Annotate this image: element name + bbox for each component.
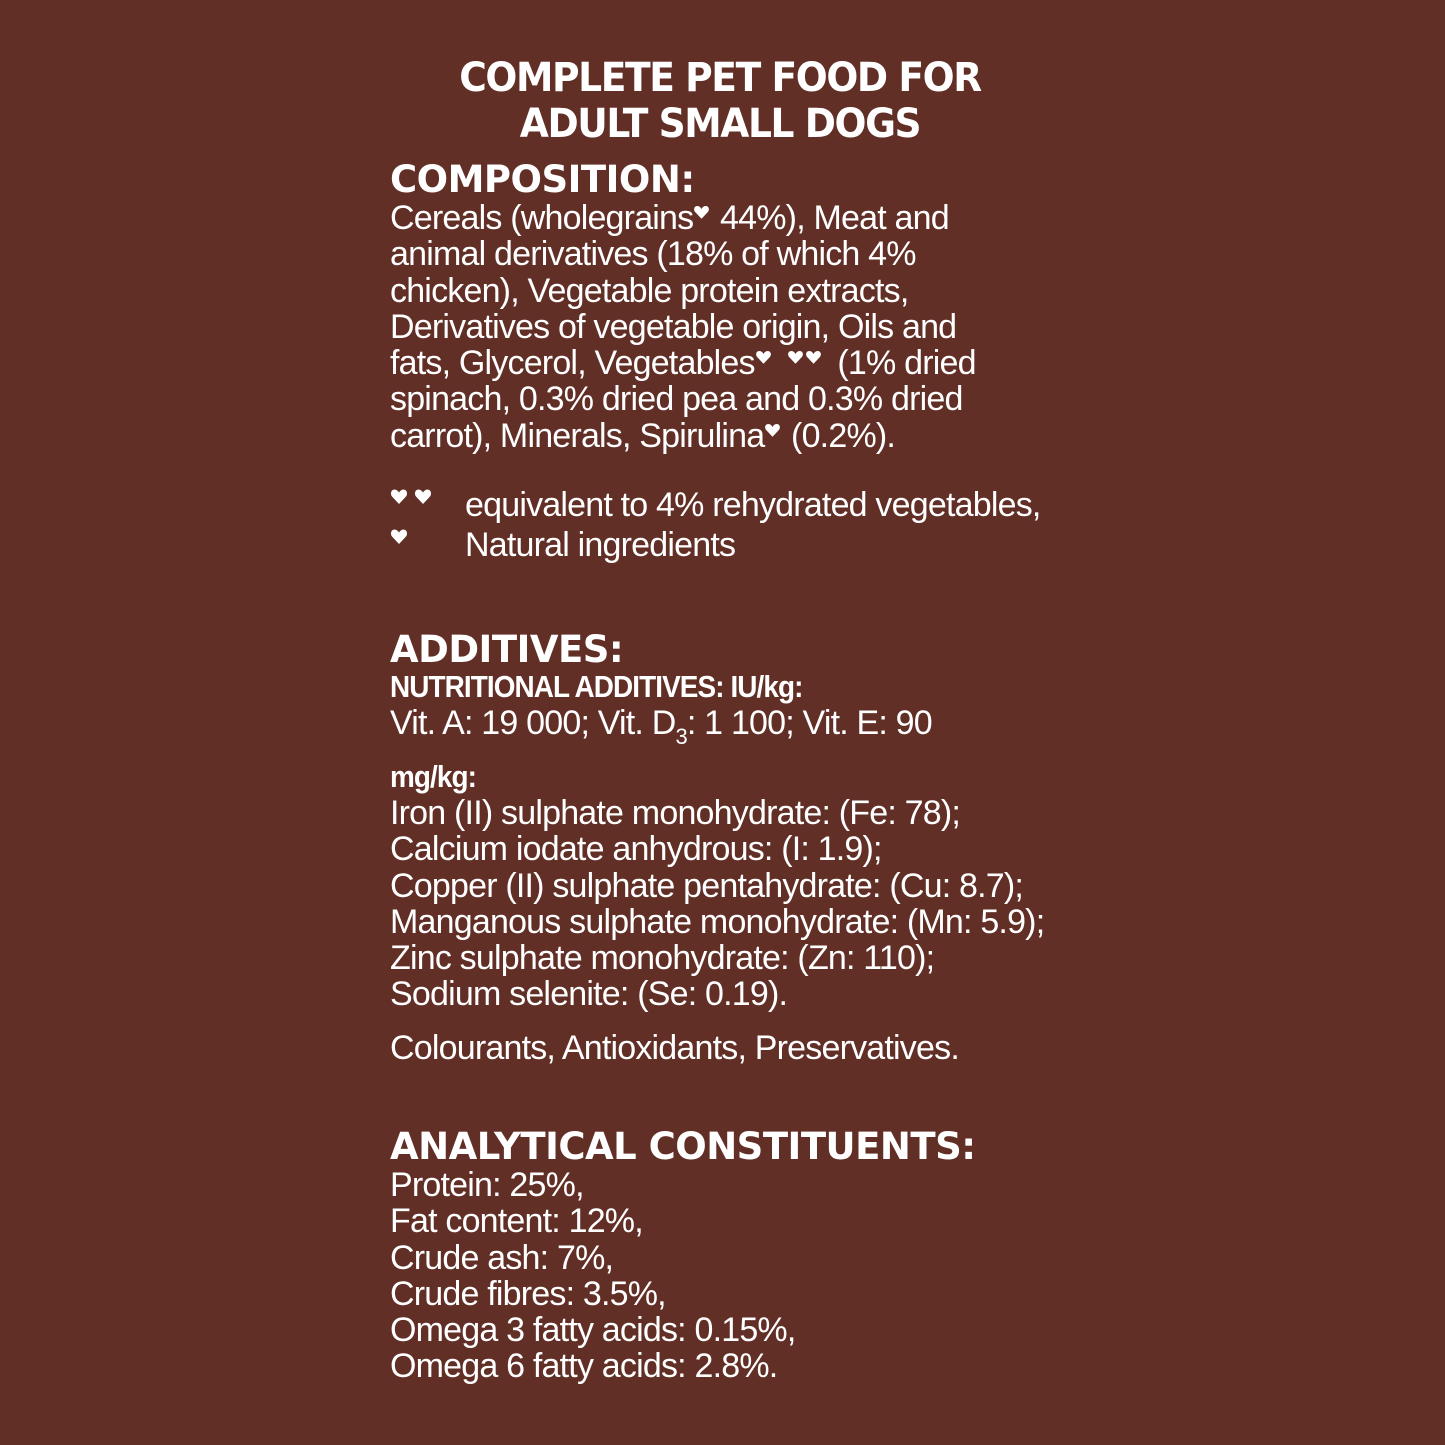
heart-icon bbox=[765, 423, 780, 437]
composition-line bbox=[390, 418, 976, 454]
analytical-item: Fat content: 12%, bbox=[390, 1202, 643, 1241]
vitamins-text: : 1 100; Vit. E: 90 bbox=[686, 704, 932, 742]
mineral-item: Manganous sulphate monohydrate: (Mn: 5.9); bbox=[390, 902, 1045, 941]
composition-text-segment: carrot), Minerals, Spirulina bbox=[390, 416, 765, 455]
title-line-2: ADULT SMALL DOGS bbox=[519, 101, 921, 147]
vitamins-line bbox=[390, 705, 932, 755]
composition-line bbox=[390, 345, 976, 381]
composition-text-segment: 44%), Meat and bbox=[711, 199, 949, 237]
analytical-item: Crude ash: 7%, bbox=[390, 1238, 614, 1277]
analytical-item: Protein: 25%, bbox=[390, 1166, 584, 1204]
heart-icon bbox=[788, 350, 803, 364]
mineral-item: Copper (II) sulphate pentahydrate: (Cu: 8.7); bbox=[390, 866, 1024, 905]
composition-text-segment: fats, Glycerol, Vegetables bbox=[390, 344, 755, 383]
analytical-item: Omega 6 fatty acids: 2.8%. bbox=[390, 1347, 778, 1386]
vitamins-text: Vit. A: 19 000; Vit. D bbox=[390, 704, 676, 742]
composition-text-segment: (0.2%). bbox=[782, 416, 896, 455]
legend-text: equivalent to 4% rehydrated vegetables, bbox=[465, 486, 1041, 524]
analytical-item: Crude fibres: 3.5%, bbox=[390, 1274, 666, 1313]
vitamin-d-subscript: 3 bbox=[675, 724, 687, 749]
mineral-item: Zinc sulphate monohydrate: (Zn: 110); bbox=[390, 939, 935, 978]
composition-text bbox=[390, 200, 976, 454]
analytical-list bbox=[390, 1167, 796, 1385]
legend-text: Natural ingredients bbox=[465, 526, 736, 564]
composition-line: chicken), Vegetable protein extracts, bbox=[390, 271, 909, 310]
heart-icon bbox=[390, 522, 412, 571]
mg-kg-label: mg/kg: bbox=[390, 759, 477, 794]
minerals-list bbox=[390, 795, 1044, 1013]
title-line-1: COMPLETE PET FOOD FOR bbox=[459, 55, 981, 101]
additives-heading: ADDITIVES: bbox=[390, 628, 624, 671]
mineral-item: Calcium iodate anhydrous: (I: 1.9); bbox=[390, 830, 882, 869]
page-title bbox=[363, 55, 1077, 147]
mineral-item: Iron (II) sulphate monohydrate: (Fe: 78); bbox=[390, 794, 961, 832]
composition-line: spinach, 0.3% dried pea and 0.3% dried bbox=[390, 380, 963, 419]
composition-line: Derivatives of vegetable origin, Oils and bbox=[390, 307, 957, 346]
analytical-heading: ANALYTICAL CONSTITUENTS: bbox=[390, 1125, 976, 1168]
analytical-item: Omega 3 fatty acids: 0.15%, bbox=[390, 1311, 796, 1350]
composition-line: animal derivatives (18% of which 4% bbox=[390, 235, 916, 274]
composition-line bbox=[390, 200, 976, 236]
heart-icon bbox=[756, 350, 771, 364]
composition-heading: COMPOSITION: bbox=[390, 158, 695, 201]
composition-text-segment: Cereals (wholegrains bbox=[390, 199, 694, 237]
nutritional-additives-label: NUTRITIONAL ADDITIVES: IU/kg: bbox=[390, 669, 803, 704]
mineral-item: Sodium selenite: (Se: 0.19). bbox=[390, 975, 788, 1014]
composition-text-segment: (1% dried bbox=[828, 344, 976, 383]
heart-icon bbox=[694, 205, 709, 219]
heart-icon bbox=[806, 350, 821, 364]
other-additives: Colourants, Antioxidants, Preservatives. bbox=[390, 1029, 959, 1067]
